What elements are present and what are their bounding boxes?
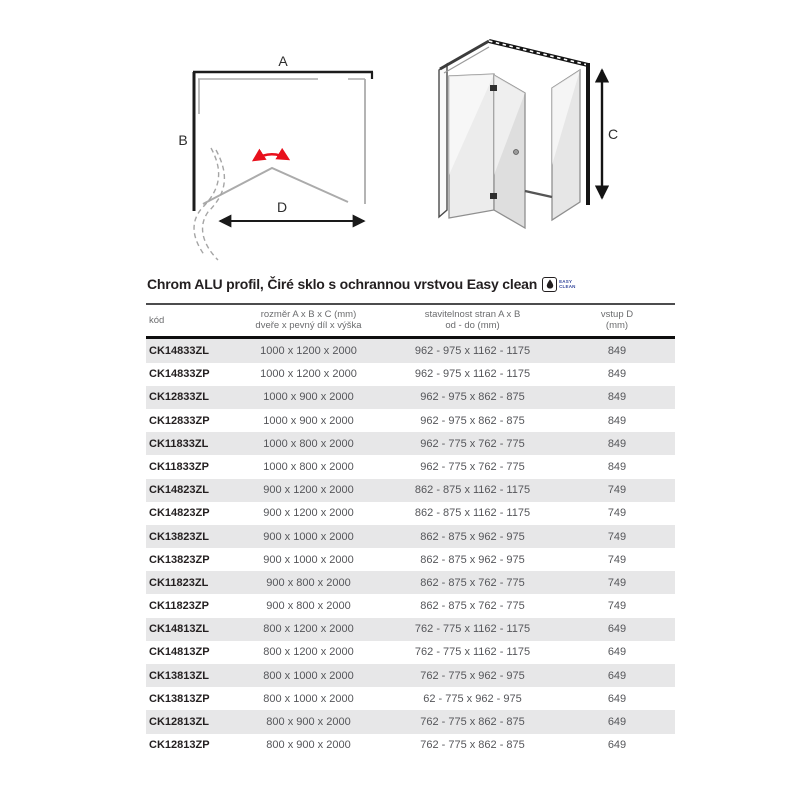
adjustability-cell: 762 - 775 x 962 - 975 [420,669,525,682]
header-code: kód [149,314,165,326]
entry-cell: 849 [607,437,627,450]
product-code-cell: CK11833ZP [149,460,209,473]
table-row [146,571,675,594]
product-code-cell: CK11823ZL [149,576,209,589]
entry-cell: 849 [607,414,627,427]
entry-cell: 749 [607,530,627,543]
entry-cell: 649 [607,623,627,636]
dimensions-cell: 1000 x 1200 x 2000 [260,368,357,381]
product-code-cell: CK14823ZP [149,507,210,520]
table-row [146,618,675,641]
product-code-cell: CK11823ZP [149,600,209,613]
entry-cell: 749 [607,600,627,613]
dimensions-cell: 1000 x 900 x 2000 [263,391,354,404]
dimensions-cell: 900 x 1200 x 2000 [263,507,354,520]
table-row [146,548,675,571]
bifold-door-line [203,168,348,204]
dimensions-cell: 1000 x 800 x 2000 [263,437,354,450]
entry-cell: 649 [607,669,627,682]
adjustability-cell: 862 - 875 x 962 - 975 [420,553,525,566]
table-row [146,409,675,432]
table-header-row [146,304,675,338]
dimensions-cell: 800 x 1000 x 2000 [263,692,354,705]
plan-view-diagram [150,38,380,266]
dimensions-cell: 1000 x 900 x 2000 [263,414,354,427]
entry-cell: 849 [607,368,627,381]
adjustability-cell: 762 - 775 x 1162 - 1175 [414,623,531,636]
easy-clean-badge [542,277,576,292]
door-swing-arrow [254,154,288,160]
table-row [146,502,675,525]
adjustability-cell: 762 - 775 x 862 - 875 [420,739,525,752]
dimensions-cell: 800 x 1000 x 2000 [263,669,354,682]
header-dimensions: rozměr A x B x C (mm) dveře x pevný díl x výška [255,309,362,332]
table-row [146,687,675,710]
dimensions-cell: 900 x 800 x 2000 [266,576,351,589]
product-code-cell: CK11833ZL [149,437,209,450]
table-row [146,710,675,733]
entry-cell: 649 [607,716,627,728]
adjustability-cell: 762 - 775 x 1162 - 1175 [414,646,531,659]
dimensions-cell: 900 x 1000 x 2000 [263,530,354,543]
table-row [146,338,675,363]
adjustability-cell: 862 - 875 x 1162 - 1175 [414,484,531,497]
table-row [146,432,675,455]
dimension-label-b: B [178,132,188,148]
table-row [146,363,675,386]
adjustability-cell: 962 - 975 x 1162 - 1175 [414,345,531,357]
adjustability-cell: 962 - 775 x 762 - 775 [420,460,525,473]
bottom-rail-line [525,191,552,197]
table-row [146,594,675,617]
door-swing-dashed-path [194,148,224,260]
dimension-label-a: A [278,53,288,69]
top-frame-rails [440,41,588,73]
entry-cell: 749 [607,507,627,520]
adjustability-cell: 962 - 975 x 862 - 875 [420,391,525,404]
product-spec-table [146,303,675,757]
table-row [146,734,675,757]
product-code-cell: CK13823ZL [149,530,209,543]
door-leaf-left [449,74,494,218]
dimensions-cell: 1000 x 1200 x 2000 [260,345,357,357]
door-knob-icon [514,150,519,155]
table-row [146,386,675,409]
dimensions-cell: 900 x 1000 x 2000 [263,553,354,566]
section-title-row [147,276,576,292]
header-entry: vstup D (mm) [600,309,634,332]
adjustability-cell: 862 - 875 x 962 - 975 [420,530,525,543]
product-code-cell: CK14823ZL [149,484,209,497]
entry-cell: 849 [607,391,627,404]
dimensions-cell: 900 x 1200 x 2000 [263,484,354,497]
adjustability-cell: 862 - 875 x 1162 - 1175 [414,507,531,520]
side-wall-panel [439,64,447,217]
dimensions-cell: 800 x 900 x 2000 [266,716,351,728]
entry-cell: 749 [607,576,627,589]
product-code-cell: CK14813ZL [149,623,209,636]
adjustability-cell: 62 - 775 x 962 - 975 [423,692,522,705]
hinge-icon [490,85,497,91]
entry-cell: 649 [607,646,627,659]
top-wall-line [193,72,373,79]
entry-cell: 749 [607,484,627,497]
perspective-view-diagram [428,25,623,243]
dimensions-cell: 800 x 1200 x 2000 [263,646,354,659]
dimensions-cell: 900 x 800 x 2000 [266,600,351,613]
product-code-cell: CK14833ZP [149,368,210,381]
adjustability-cell: 862 - 875 x 762 - 775 [420,576,525,589]
product-code-cell: CK12833ZP [149,414,210,427]
dimensions-cell: 800 x 900 x 2000 [266,739,351,752]
table-row [146,641,675,664]
product-code-cell: CK12813ZL [149,716,209,728]
adjustability-cell: 762 - 775 x 862 - 875 [420,716,525,728]
door-leaf-right [494,75,525,228]
adjustability-cell: 962 - 775 x 762 - 775 [420,437,525,450]
hinge-icon [490,193,497,199]
adjustability-cell: 962 - 975 x 862 - 875 [420,414,525,427]
product-code-cell: CK13813ZP [149,692,210,705]
product-code-cell: CK12833ZL [149,391,209,404]
header-adjustability: stavitelnost stran A x B od - do (mm) [424,309,521,332]
adjustability-cell: 862 - 875 x 762 - 775 [420,600,525,613]
droplet-icon [542,277,557,292]
product-code-cell: CK13823ZP [149,553,210,566]
table-row [146,664,675,687]
dimensions-cell: 800 x 1200 x 2000 [263,623,354,636]
table-row [146,479,675,502]
dimension-label-d: D [276,199,288,215]
product-code-cell: CK12813ZP [149,739,210,752]
table-row [146,525,675,548]
dimension-label-c: C [608,126,619,142]
entry-cell: 649 [607,692,627,705]
entry-cell: 649 [607,739,627,752]
dimensions-cell: 1000 x 800 x 2000 [263,460,354,473]
page-title: Chrom ALU profil, Čiré sklo s ochrannou vrstvou Easy clean [147,276,538,292]
product-code-cell: CK13813ZL [149,669,209,682]
adjustability-cell: 962 - 975 x 1162 - 1175 [414,368,531,381]
entry-cell: 849 [607,460,627,473]
entry-cell: 749 [607,553,627,566]
easy-clean-label: EASY CLEAN [559,278,576,289]
table-row [146,455,675,478]
product-code-cell: CK14833ZL [149,345,209,357]
fixed-glass-panel [552,70,580,220]
left-wall-line [194,72,199,211]
entry-cell: 849 [607,345,627,357]
product-code-cell: CK14813ZP [149,646,210,659]
